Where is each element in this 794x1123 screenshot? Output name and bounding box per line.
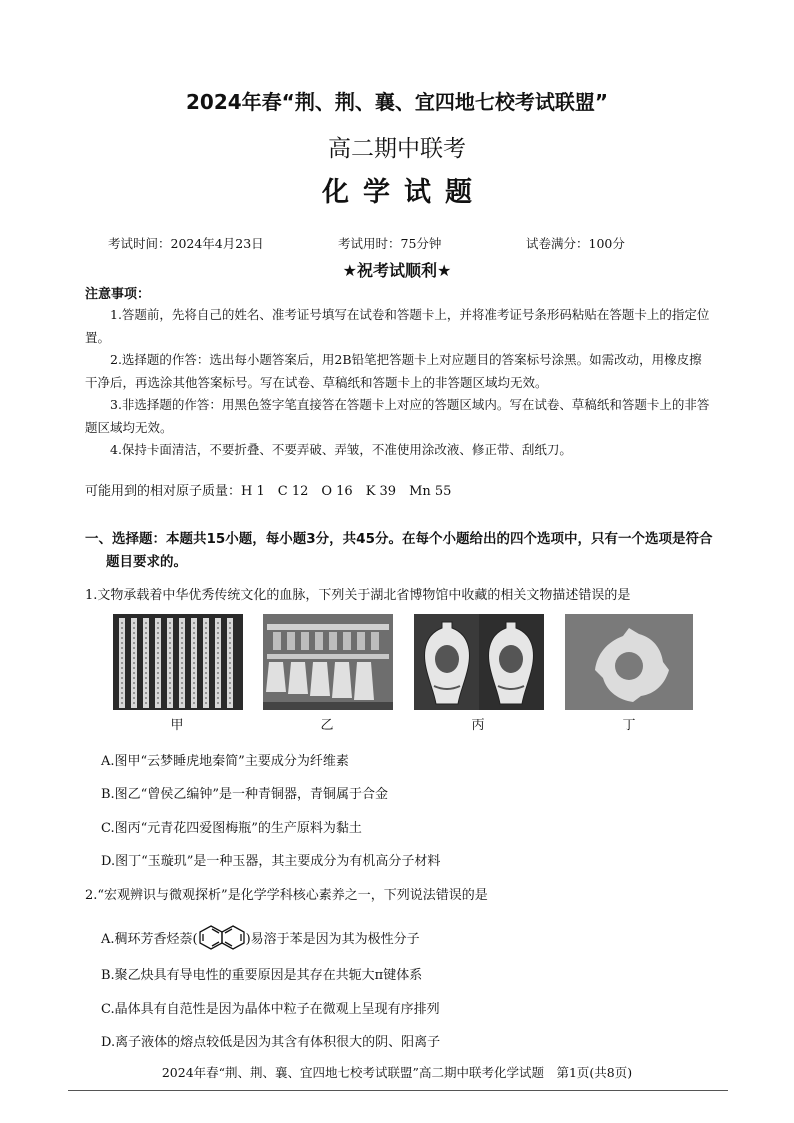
q2-option-a-suffix: )易溶于苯是因为其为极性分子 xyxy=(245,931,420,947)
jade-disc-image xyxy=(565,614,693,710)
atomic-masses: 可能用到的相对原子质量：H 1 C 12 O 16 K 39 Mn 55 xyxy=(85,484,452,499)
note-item-4: 4.保持卡面清洁，不要折叠、不要弄破、弄皱，不准使用涂改液、修正带、刮纸刀。 xyxy=(110,442,572,457)
section-1-heading xyxy=(85,528,713,574)
caption-bing: 丙 xyxy=(471,718,485,733)
chime-bells-image xyxy=(263,614,393,710)
exam-date: 考试时间：2024年4月23日 xyxy=(108,236,264,251)
section-1-title-cont: 题目要求的。 xyxy=(106,554,187,570)
q2-stem: 2.“宏观辨识与微观探析”是化学学科核心素养之一，下列说法错误的是 xyxy=(85,888,488,903)
bamboo-slips-image xyxy=(113,614,243,710)
q1-option-c: C.图丙“元青花四爱图梅瓶”的生产原料为黏土 xyxy=(101,821,362,836)
exam-full-score: 试卷满分：100分 xyxy=(526,236,625,251)
q2-option-d: D.离子液体的熔点较低是因为其含有体积很大的阴、阳离子 xyxy=(101,1035,441,1050)
caption-yi: 乙 xyxy=(320,718,334,733)
plum-vases-image xyxy=(414,614,544,710)
q1-option-a: A.图甲“云梦睡虎地秦简”主要成分为纤维素 xyxy=(101,754,349,769)
q1-option-b: B.图乙“曾侯乙编钟”是一种青铜器，青铜属于合金 xyxy=(101,787,388,802)
caption-jia: 甲 xyxy=(170,718,184,733)
exam-subtitle: 高二期中联考 xyxy=(328,136,466,162)
q2-option-a-prefix: A.稠环芳香烃萘( xyxy=(101,931,198,947)
footer-divider xyxy=(68,1090,728,1091)
good-luck-banner: ★祝考试顺利★ xyxy=(342,261,452,280)
caption-ding: 丁 xyxy=(622,718,636,733)
page-footer: 2024年春“荆、荆、襄、宜四地七校考试联盟”高二期中联考化学试题 第1页(共8页) xyxy=(161,1065,633,1080)
subject-title: 化学试题 xyxy=(322,177,486,208)
naphthalene-structure-icon xyxy=(198,924,246,950)
exam-union-title: 2024年春“荆、荆、襄、宜四地七校考试联盟” xyxy=(186,90,608,114)
note-item-3: 3.非选择题的作答：用黑色签字笔直接答在答题卡上对应的答题区域内。写在试卷、草稿纸和答题卡上的非答题区域均无效。 xyxy=(85,397,710,435)
notes-title: 注意事项： xyxy=(85,287,151,302)
q1-option-d: D.图丁“玉璇玑”是一种玉器，其主要成分为有机高分子材料 xyxy=(101,854,441,869)
section-1-title: 一、选择题：本题共15小题，每小题3分，共45分。在每个小题给出的四个选项中，只有一个选项是符合 xyxy=(85,531,713,547)
q1-stem: 1.文物承载着中华优秀传统文化的血脉，下列关于湖北省博物馆中收藏的相关文物描述错误的是 xyxy=(85,588,631,603)
q2-option-a xyxy=(101,924,420,950)
exam-duration: 考试用时：75分钟 xyxy=(338,236,442,251)
q2-option-c: C.晶体具有自范性是因为晶体中粒子在微观上呈现有序排列 xyxy=(101,1002,440,1017)
note-item-2: 2.选择题的作答：选出每小题答案后，用2B铅笔把答题卡上对应题目的答案标号涂黑。如需改动，用橡皮擦干净后，再选涂其他答案标号。写在试卷、草稿纸和答题卡上的非答题区域均无效。 xyxy=(85,352,702,390)
q2-option-b: B.聚乙炔具有导电性的重要原因是其存在共轭大π键体系 xyxy=(101,968,423,983)
note-item-1: 1.答题前，先将自己的姓名、准考证号填写在试卷和答题卡上，并将准考证号条形码粘贴在答题卡上的指定位置。 xyxy=(85,307,710,345)
